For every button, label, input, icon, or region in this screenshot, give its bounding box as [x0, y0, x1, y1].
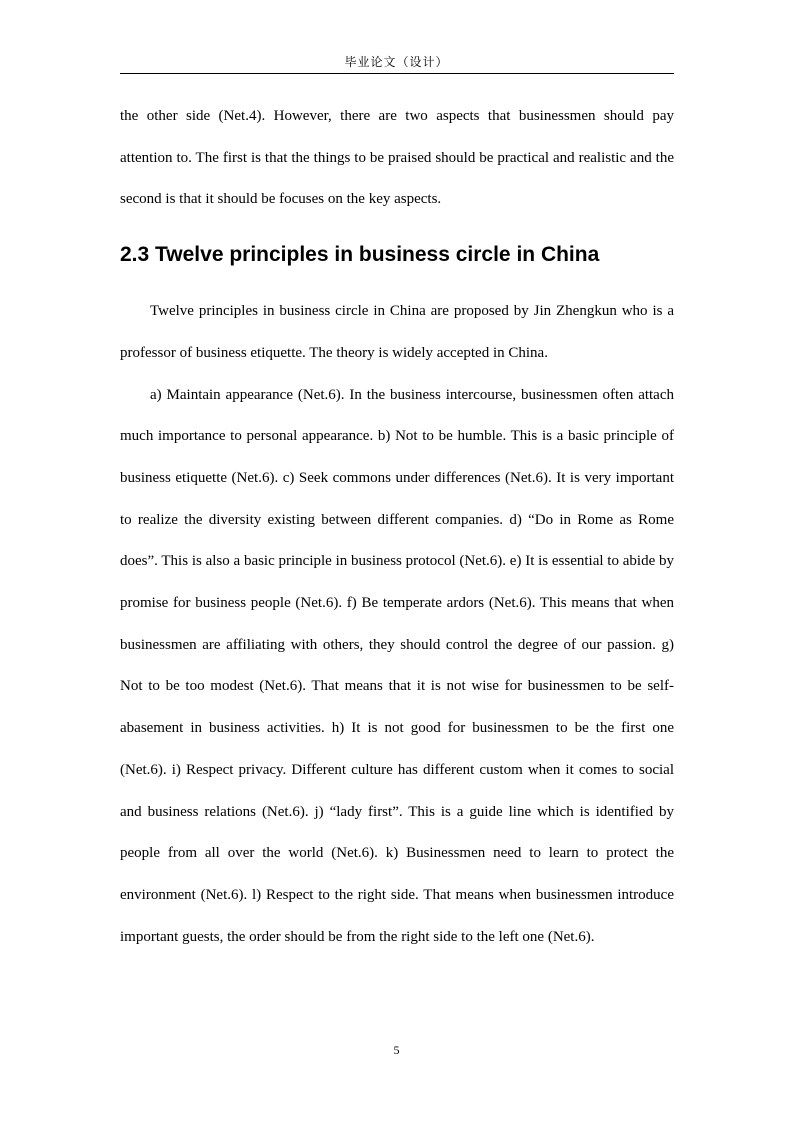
header-divider: [120, 73, 674, 74]
principles-list-paragraph: a) Maintain appearance (Net.6). In the business intercourse, businessmen often attach much importance to personal appearance. b) Not to be humble. This is a basic principle of business etiquette (Net.6). c) Seek commons under differences (Net.6). It is very important to realize the diversity existing between different companies. d) “Do in Rome as Rome does”. This is also a basic principle in business protocol (Net.6). e) It is essential to abide by promise for business people (Net.6). f) Be temperate ardors (Net.6). This means that when businessmen are affiliating with others, they should control the degree of our passion. g) Not to be too modest (Net.6). That means that it is not wise for businessmen to be self-abasement in business activities. h) It is not good for businessmen to be the first one (Net.6). i) Respect privacy. Different culture has different custom when it comes to social and business relations (Net.6). j) “lady first”. This is a guide line which is identified by people from all over the world (Net.6). k) Businessmen need to learn to protect the environment (Net.6). l) Respect to the right side. That means when businessmen introduce important guests, the order should be from the right side to the left one (Net.6).: [120, 386, 674, 945]
intro-paragraph: the other side (Net.4). However, there are two aspects that businessmen should pay attention to. The first is that the things to be praised should be practical and realistic and the second is that it should be focuses on the key aspects.: [120, 108, 674, 208]
document-body: [120, 96, 674, 958]
page-number: 5: [393, 1043, 400, 1057]
page-header-title: 毕业论文（设计）: [344, 55, 449, 69]
principles-intro-paragraph: Twelve principles in business circle in China are proposed by Jin Zhengkun who is a professor of business etiquette. The theory is widely accepted in China.: [120, 303, 674, 361]
section-heading: 2.3 Twelve principles in business circle in China: [120, 243, 600, 267]
